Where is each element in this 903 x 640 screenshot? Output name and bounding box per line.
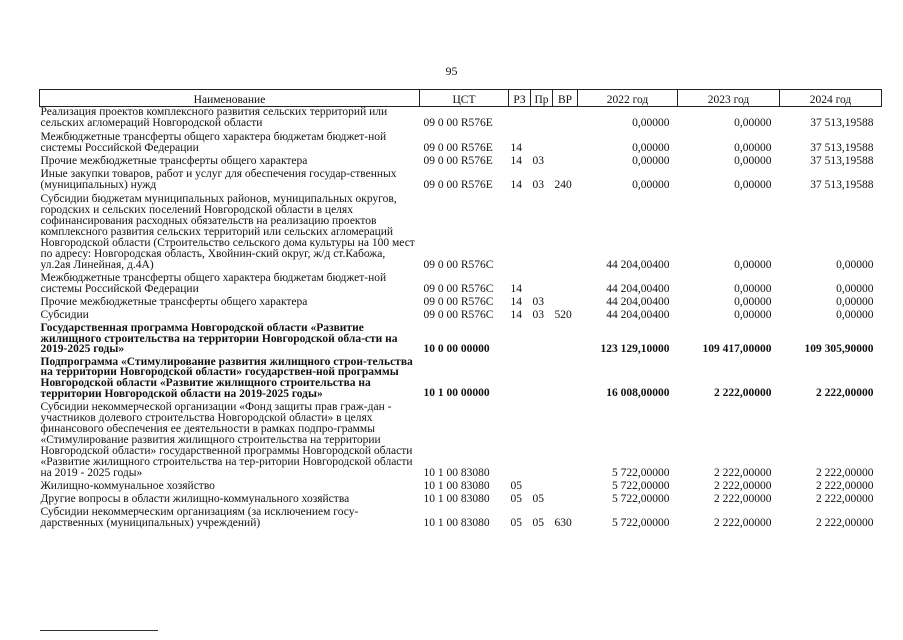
row-2023-cell: 0,00000: [734, 179, 772, 191]
page-number: 95: [445, 64, 458, 78]
row-2022-cell: 44 204,00400: [606, 283, 670, 295]
row-vr-cell: [553, 494, 578, 507]
row-vr-cell: [553, 481, 578, 494]
row-2024-cell: 2 222,00000: [816, 517, 874, 530]
row-rz-cell: [509, 107, 531, 133]
row-vr-cell: [553, 273, 578, 297]
row-2023-cell: 2 222,00000: [714, 493, 772, 506]
row-vr-cell: [553, 194, 578, 273]
row-cst-cell: 09 0 00 R576C: [423, 309, 494, 321]
row-rz-cell: 14: [510, 283, 522, 295]
row-name-cell: Иные закупки товаров, работ и услуг для обеспечения государ-ственных (муниципальных) нужд: [40, 168, 397, 191]
row-cst-cell: 09 0 00 R576E: [423, 117, 493, 129]
row-pr-cell: [531, 357, 553, 402]
row-2022-cell: 123 129,10000: [600, 342, 670, 355]
row-2024-cell: 0,00000: [836, 296, 874, 308]
row-2022-cell: 5 722,00000: [612, 467, 670, 480]
row-cst-cell: 10 1 00 83080: [423, 467, 490, 480]
row-vr-cell: [553, 323, 578, 357]
row-2022-cell: 44 204,00400: [606, 259, 670, 271]
table-row: [40, 357, 882, 402]
table-row: [40, 507, 882, 529]
row-vr-cell: [553, 132, 578, 156]
row-rz-cell: 14: [510, 296, 522, 308]
row-name-cell: Субсидии: [40, 309, 89, 321]
row-name-cell: Другие вопросы в области жилищно-коммунального хозяйства: [40, 493, 350, 506]
header-rz: РЗ: [509, 90, 531, 107]
header-2022: 2022 год: [578, 90, 678, 107]
row-vr-cell: 520: [554, 309, 572, 321]
header-2024: 2024 год: [780, 90, 882, 107]
row-2023-cell: 2 222,00000: [714, 517, 772, 530]
row-cst-cell: 09 0 00 R576C: [423, 283, 494, 295]
row-2022-cell: 0,00000: [632, 117, 670, 129]
row-cst-cell: 09 0 00 R576E: [423, 179, 493, 191]
row-rz-cell: 05: [510, 517, 522, 530]
row-2023-cell: 2 222,00000: [714, 480, 772, 493]
row-pr-cell: [531, 107, 553, 133]
row-2024-cell: 37 513,19588: [810, 142, 874, 154]
row-2022-cell: 44 204,00400: [606, 296, 670, 308]
row-rz-cell: 14: [510, 142, 522, 154]
header-name: Наименование: [40, 90, 420, 107]
row-2022-cell: 44 204,00400: [606, 309, 670, 321]
row-2024-cell: 2 222,00000: [816, 480, 874, 493]
row-vr-cell: [553, 107, 578, 133]
row-vr-cell: [553, 402, 578, 481]
row-name-cell: Государственная программа Новгородской области «Развитие жилищного строительства на территории Новгородской обла-сти на 2019-2025 годы»: [40, 322, 398, 356]
header-2023: 2023 год: [678, 90, 780, 107]
row-2024-cell: 0,00000: [836, 283, 874, 295]
table-row: [40, 323, 882, 357]
row-2022-cell: 0,00000: [632, 142, 670, 154]
row-pr-cell: [531, 323, 553, 357]
row-pr-cell: [531, 194, 553, 273]
row-vr-cell: [553, 357, 578, 402]
row-2022-cell: 5 722,00000: [612, 517, 670, 530]
row-pr-cell: [531, 273, 553, 297]
row-cst-cell: 10 1 00 83080: [423, 493, 490, 506]
row-cst-cell: 09 0 00 R576C: [423, 296, 494, 308]
row-2023-cell: 0,00000: [734, 117, 772, 129]
row-cst-cell: 10 1 00 83080: [423, 480, 490, 493]
table-row: [40, 132, 882, 156]
row-name-cell: Межбюджетные трансферты общего характера бюджетам бюджет-ной системы Российской Федерации: [40, 131, 387, 154]
header-cst: ЦСТ: [420, 90, 509, 107]
row-2023-cell: 0,00000: [734, 309, 772, 321]
row-2024-cell: 37 513,19588: [810, 155, 874, 167]
row-pr-cell: 05: [532, 493, 544, 506]
row-name-cell: Реализация проектов комплексного развития сельских территорий или сельских агломераций Новгородской области: [40, 106, 388, 129]
table-row: [40, 273, 882, 297]
row-2024-cell: 37 513,19588: [810, 179, 874, 191]
row-vr-cell: [553, 156, 578, 169]
row-2023-cell: 0,00000: [734, 283, 772, 295]
row-2024-cell: 37 513,19588: [810, 117, 874, 129]
table-row: [40, 107, 882, 133]
row-vr-cell: 240: [554, 179, 572, 191]
row-name-cell: Подпрограмма «Стимулирование развития жилищного строи-тельства на территории Новгородской области» государствен-ной программы Новгородской области «Развитие жилищного строительства на территории Новгородской области на 2019-2025 годы»: [40, 355, 413, 400]
row-pr-cell: 03: [532, 309, 544, 321]
row-name-cell: Прочие межбюджетные трансферты общего характера: [40, 296, 308, 308]
header-pr: Пр: [531, 90, 553, 107]
row-cst-cell: 10 0 00 00000: [423, 342, 490, 355]
row-name-cell: Межбюджетные трансферты общего характера бюджетам бюджет-ной системы Российской Федерации: [40, 272, 387, 295]
table-row: [40, 169, 882, 194]
row-name-cell: Жилищно-коммунальное хозяйство: [40, 480, 215, 493]
row-2024-cell: 2 222,00000: [816, 467, 874, 480]
row-rz-cell: 14: [510, 155, 522, 167]
row-rz-cell: 05: [510, 480, 522, 493]
row-2024-cell: 0,00000: [836, 259, 874, 271]
header-vr: ВР: [553, 90, 578, 107]
row-2022-cell: 0,00000: [632, 155, 670, 167]
row-2022-cell: 5 722,00000: [612, 480, 670, 493]
row-cst-cell: 09 0 00 R576E: [423, 142, 493, 154]
row-rz-cell: [509, 402, 531, 481]
row-name-cell: Субсидии некоммерческим организациям (за исключением госу-дарственных (муниципальных) учреждений): [40, 506, 359, 530]
row-2023-cell: 0,00000: [734, 155, 772, 167]
row-name-cell: Субсидии некоммерческой организации «Фонд защиты прав граж-дан - участников долевого строительства Новгородской области» в целях финансового обеспечения ее деятельности в рамках подпро-граммы «Стимулирование развития жилищного строительства на территории Новгородской области» государственной программы Новгородской области «Развитие жилищного строительства на тер-ритории Новгородской области на 2019 - 2025 годы»: [40, 401, 413, 480]
row-2024-cell: 109 305,90000: [804, 342, 874, 355]
row-rz-cell: 05: [510, 493, 522, 506]
row-cst-cell: 10 1 00 00000: [423, 387, 490, 400]
row-2024-cell: 2 222,00000: [816, 387, 874, 400]
row-2023-cell: 0,00000: [734, 142, 772, 154]
row-rz-cell: [509, 194, 531, 273]
row-cst-cell: 09 0 00 R576C: [423, 259, 494, 271]
row-pr-cell: 03: [532, 179, 544, 191]
row-rz-cell: [509, 357, 531, 402]
row-2024-cell: 0,00000: [836, 309, 874, 321]
row-2022-cell: 16 008,00000: [606, 387, 670, 400]
row-2023-cell: 2 222,00000: [714, 387, 772, 400]
row-2024-cell: 2 222,00000: [816, 493, 874, 506]
row-2023-cell: 0,00000: [734, 296, 772, 308]
row-cst-cell: 09 0 00 R576E: [423, 155, 493, 167]
table-row: [40, 402, 882, 481]
row-2023-cell: 2 222,00000: [714, 467, 772, 480]
table-row: [40, 194, 882, 273]
row-vr-cell: 630: [554, 517, 572, 530]
row-2022-cell: 0,00000: [632, 179, 670, 191]
table-header-row: [40, 90, 882, 107]
row-pr-cell: 05: [532, 517, 544, 530]
row-name-cell: Прочие межбюджетные трансферты общего характера: [40, 155, 308, 167]
row-rz-cell: 14: [510, 179, 522, 191]
row-2023-cell: 109 417,00000: [702, 342, 772, 355]
row-pr-cell: [531, 132, 553, 156]
row-pr-cell: 03: [532, 155, 544, 167]
row-2022-cell: 5 722,00000: [612, 493, 670, 506]
budget-table: [39, 89, 882, 529]
row-2023-cell: 0,00000: [734, 259, 772, 271]
footer-rule: [40, 630, 158, 631]
row-pr-cell: 03: [532, 296, 544, 308]
row-name-cell: Субсидии бюджетам муниципальных районов, муниципальных округов, городских и сельских поселений Новгородской области в целях софинансирования расходных обязательств на реализацию проектов комплексного развития сельских территорий или сельских агломераций Новгородской области (Строительство сельского дома культуры на 100 мест по адресу: Новгородская область, Хвойнин-ский округ, ж/д ст.Кабожа, ул.2ая Линейная, д.4А): [40, 193, 415, 271]
row-rz-cell: [509, 323, 531, 357]
row-pr-cell: [531, 402, 553, 481]
row-rz-cell: 14: [510, 309, 522, 321]
row-cst-cell: 10 1 00 83080: [423, 517, 490, 530]
